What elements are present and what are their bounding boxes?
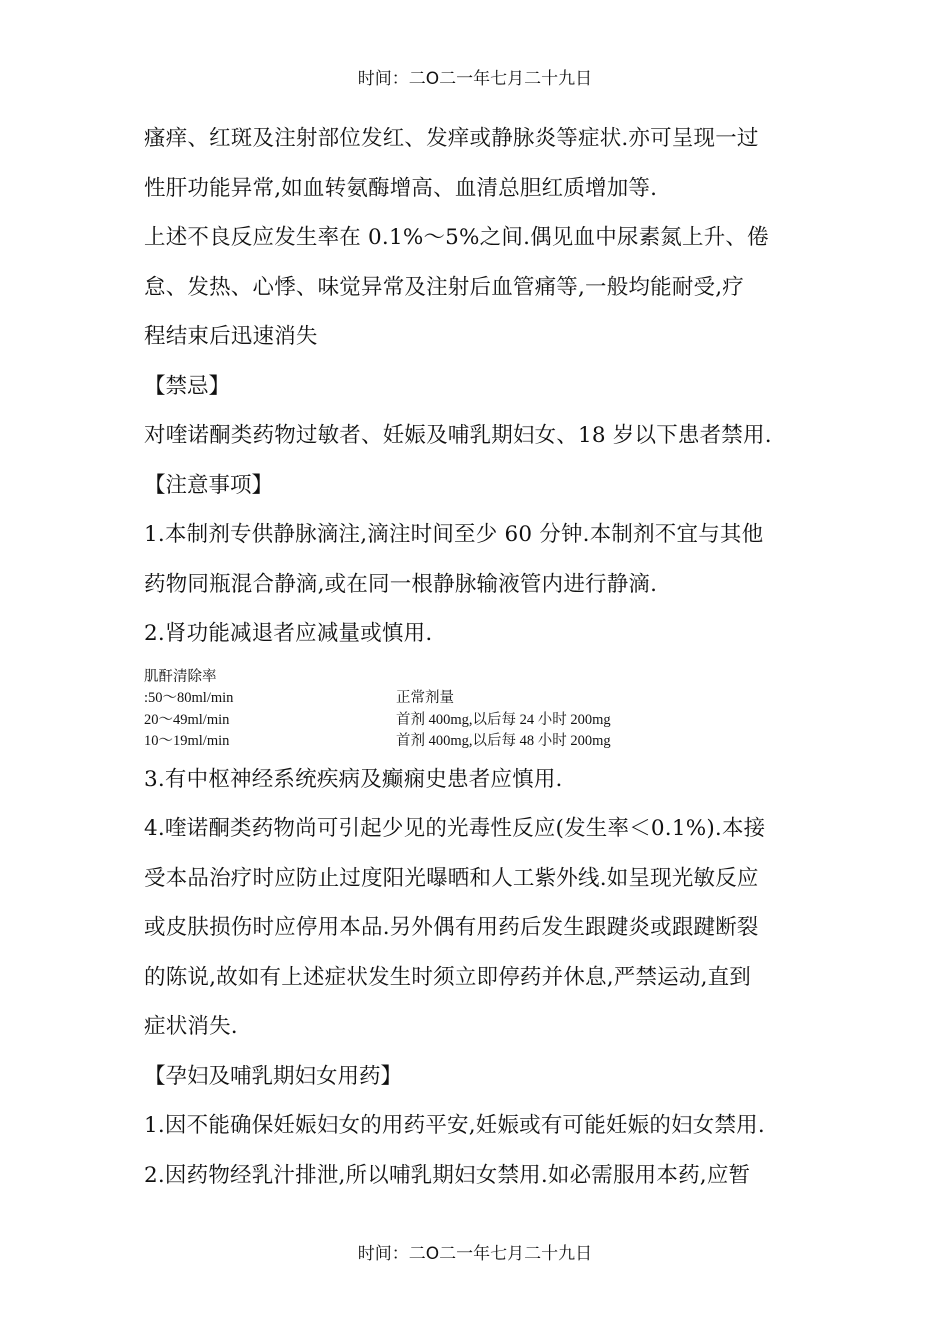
page-footer: 时间：二O二一年七月二十九日 [357, 1244, 593, 1264]
renal-table-title-row [144, 667, 816, 689]
table-row [144, 688, 816, 710]
paragraph-line: 症状消失. [144, 1014, 238, 1039]
paragraph-line: 2.肾功能减退者应减量或慎用. [144, 621, 433, 646]
paragraph-line: 性肝功能异常,如血转氨酶增高、血清总胆红质增加等. [144, 175, 658, 201]
document-body [144, 114, 816, 1200]
paragraph-line: 上述不良反应发生率在 0.1%～5%之间.偶见血中尿素氮上升、倦 [144, 225, 769, 250]
paragraph-line: 瘙痒、红斑及注射部位发红、发痒或静脉炎等症状.亦可呈现一过 [144, 126, 759, 151]
paragraph-line: 受本品治疗时应防止过度阳光曝晒和人工紫外线.如呈现光敏反应 [144, 865, 759, 891]
paragraph-line: 药物同瓶混合静滴,或在同一根静脉输液管内进行静滴. [144, 571, 658, 597]
dose-cell: 首剂 400mg,以后每 24 小时 200mg [396, 711, 611, 728]
paragraph-line: 1.因不能确保妊娠妇女的用药平安,妊娠或有可能妊娠的妇女禁用. [144, 1113, 765, 1138]
paragraph-line: 怠、发热、心悸、味觉异常及注射后血管痛等,一般均能耐受,疗 [144, 274, 744, 300]
renal-table-title: 肌酐清除率 [144, 668, 217, 685]
renal-dosing-table [144, 667, 816, 753]
paragraph-line: 或皮肤损伤时应停用本品.另外偶有用药后发生跟踺炎或跟踺断裂 [144, 915, 759, 940]
paragraph-line: 3.有中枢神经系统疾病及癫痫史患者应慎用. [144, 766, 563, 792]
clearance-cell: 20～49ml/min [144, 711, 230, 728]
table-row [144, 710, 816, 732]
paragraph-line: 程结束后迅速消失 [144, 324, 318, 349]
dose-cell: 首剂 400mg,以后每 48 小时 200mg [396, 733, 611, 749]
clearance-cell: 10～19ml/min [144, 733, 230, 749]
page-header: 时间：二O二一年七月二十九日 [357, 69, 593, 89]
paragraph-line: 2.因药物经乳汁排泄,所以哺乳期妇女禁用.如必需服用本药,应暂 [144, 1162, 751, 1188]
section-heading-pregnancy: 【孕妇及哺乳期妇女用药】 [144, 1063, 403, 1089]
table-row [144, 731, 816, 753]
paragraph-line: 1.本制剂专供静脉滴注,滴注时间至少 60 分钟.本制剂不宜与其他 [144, 522, 764, 547]
paragraph-line: 4.喹诺酮类药物尚可引起少见的光毒性反应(发生率＜0.1%).本接 [144, 816, 766, 841]
section-heading-precautions: 【注意事项】 [144, 472, 274, 498]
paragraph-line: 对喹诺酮类药物过敏者、妊娠及哺乳期妇女、18 岁以下患者禁用. [144, 423, 772, 448]
section-heading-contraindications: 【禁忌】 [144, 373, 231, 399]
clearance-cell: :50～80ml/min [144, 690, 234, 706]
paragraph-line: 的陈说,故如有上述症状发生时须立即停药并休息,严禁运动,直到 [144, 964, 752, 990]
dose-cell: 正常剂量 [396, 690, 454, 706]
